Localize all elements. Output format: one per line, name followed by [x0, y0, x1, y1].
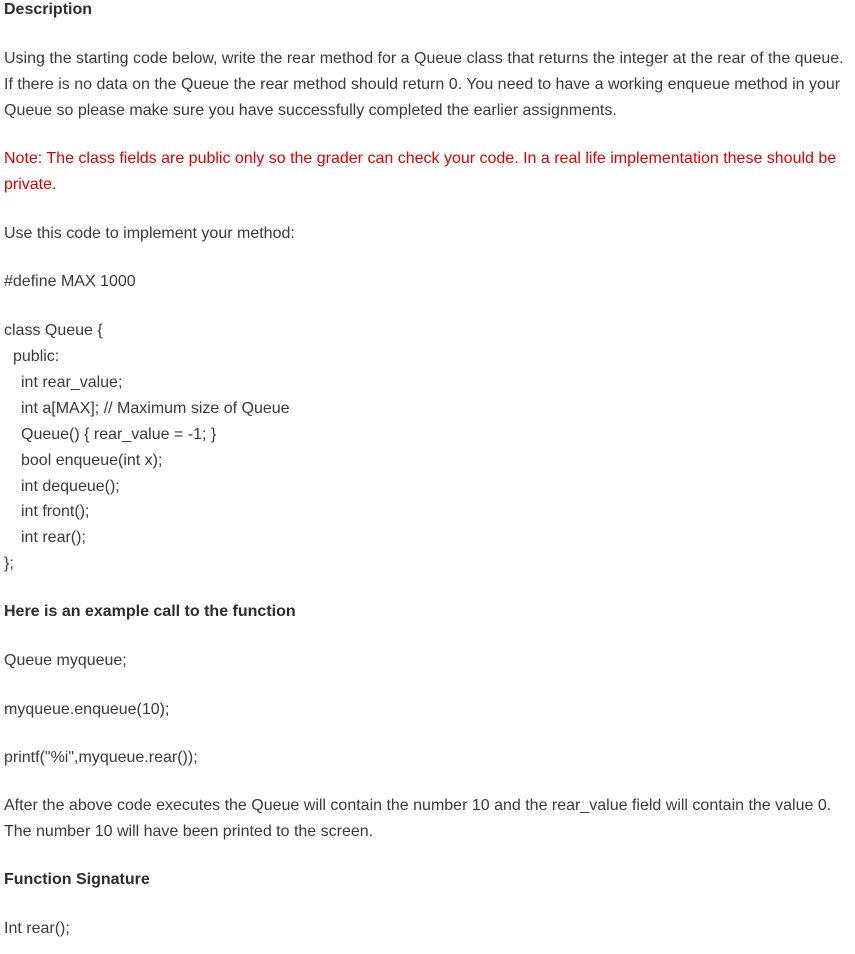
code-line: Queue() { rear_value = -1; } — [21, 426, 217, 443]
example-line-2: myqueue.enqueue(10); — [4, 701, 170, 718]
code-line: int front(); — [21, 503, 90, 520]
example-line-3: printf("%i",myqueue.rear()); — [4, 749, 198, 766]
code-public: public: — [13, 348, 60, 365]
signature-line: Int rear(); — [4, 920, 70, 937]
code-class-close: }; — [4, 555, 14, 572]
code-line: int a[MAX]; // Maximum size of Queue — [21, 400, 290, 417]
note-paragraph: Note: The class fields are public only so the grader can check your code. In a real life implementation these should be private. — [4, 150, 837, 193]
example-line-1: Queue myqueue; — [4, 652, 127, 669]
code-line: int rear(); — [21, 529, 86, 546]
intro-paragraph: Using the starting code below, write the rear method for a Queue class that returns the integer at the rear of the queue. If there is no data on the Queue the rear method should return 0. You need to have a working enqueue method in your Queue so please make sure you have successfully completed the earlier assignments. — [4, 50, 844, 119]
after-paragraph: After the above code executes the Queue will contain the number 10 and the rear_value field will contain the value 0. The number 10 will have been printed to the screen. — [4, 797, 832, 840]
code-line: int dequeue(); — [21, 478, 120, 495]
define-line: #define MAX 1000 — [4, 273, 136, 290]
description-heading: Description — [4, 1, 93, 18]
example-heading: Here is an example call to the function — [4, 603, 296, 620]
code-class-open: class Queue { — [4, 322, 103, 339]
code-line: int rear_value; — [21, 374, 123, 391]
code-line: bool enqueue(int x); — [21, 452, 163, 469]
signature-heading: Function Signature — [4, 871, 150, 888]
use-code-text: Use this code to implement your method: — [4, 225, 295, 242]
